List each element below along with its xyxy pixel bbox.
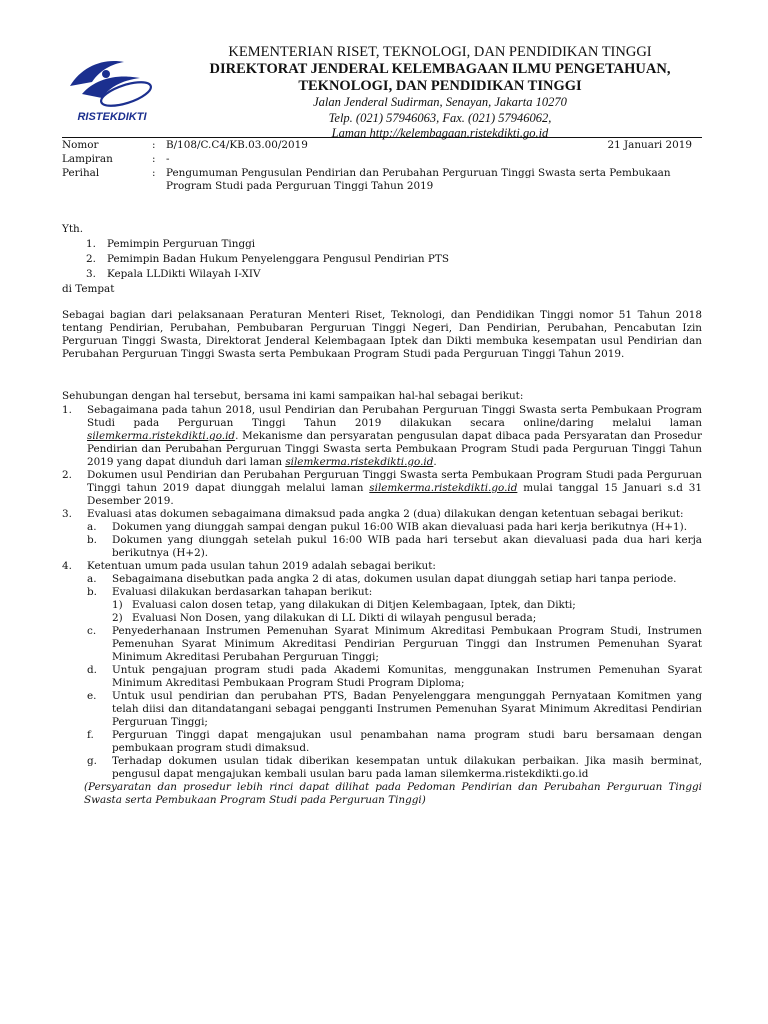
list-number: 2. — [86, 253, 96, 265]
sub-text: Penyederhanaan Instrumen Pemenuhan Syarat Minimum Akreditasi Pembukaan Program Studi, Instrumen Pemenuhan Syarat Minimum Akreditasi Pendirian Perguruan Tinggi dan Instrumen Pemenuhan Syarat Minimum Akreditasi Perubahan Perguruan Tinggi; — [112, 625, 702, 663]
address: Jalan Jenderal Sudirman, Senayan, Jakarta 10270 — [313, 95, 567, 109]
point-text: Ketentuan umum pada usulan tahun 2019 adalah sebagai berikut: — [87, 560, 436, 572]
sub-text: Dokumen yang diunggah sampai dengan pukul 16:00 WIB akan dievaluasi pada hari kerja berikutnya (H+1). — [112, 521, 687, 533]
logo-text: RISTEKDIKTI — [77, 111, 147, 123]
list-text: Pemimpin Badan Hukum Penyelenggara Pengusul Pendirian PTS — [107, 253, 449, 265]
list-text: Kepala LLDikti Wilayah I-XIV — [107, 268, 261, 280]
nomor-value: B/108/C.C4/KB.03.00/2019 — [166, 139, 308, 151]
letter-meta — [62, 139, 702, 195]
sub-text: Evaluasi dilakukan berdasarkan tahapan berikut: — [112, 586, 373, 598]
list-number: 1. — [86, 238, 96, 250]
point-number: 2. — [62, 469, 72, 481]
letterhead — [170, 44, 710, 142]
list-item — [62, 253, 702, 268]
sub-number: b. — [87, 586, 97, 598]
sub-number: c. — [87, 625, 97, 637]
reference-note: (Persyaratan dan prosedur lebih rinci dapat dilihat pada Pedoman Pendirian dan Perubahan Perguruan Tinggi Swasta serta Pembukaan Program Studi pada Perguruan Tinggi) — [84, 781, 702, 806]
point-number: 4. — [62, 560, 72, 572]
ministry-name: KEMENTERIAN RISET, TEKNOLOGI, DAN PENDIDIKAN TINGGI — [228, 44, 652, 60]
ristekdikti-logo-icon — [62, 48, 162, 126]
sub-item — [87, 625, 702, 664]
sub-number: e. — [87, 690, 97, 702]
colon: : — [152, 167, 156, 179]
sub-text: Untuk pengajuan program studi pada Akademi Komunitas, menggunakan Instrumen Pemenuhan Syarat Minimum Akreditasi Pembukaan Program Studi Program Diploma; — [112, 664, 702, 689]
place-label: di Tempat — [62, 283, 115, 295]
sub-sub-item — [112, 612, 702, 625]
phone-fax: Telp. (021) 57946063, Fax. (021) 57946062, — [328, 110, 552, 125]
colon: : — [152, 153, 156, 165]
silemkerma-link[interactable]: silemkerma.ristekdikti.go.id — [285, 456, 434, 468]
point-text: Sebagaimana pada tahun 2018, usul Pendirian dan Perubahan Perguruan Tinggi Swasta serta Pembukaan Program Studi pada Perguruan Tinggi Tahun 2019 dilakukan secara online/daring melalui laman — [87, 404, 702, 429]
meta-row-nomor — [62, 139, 702, 153]
directorate-name-line1: DIREKTORAT JENDERAL KELEMBAGAAN ILMU PENGETAHUAN, — [209, 61, 671, 77]
sub-sub-text: Evaluasi calon dosen tetap, yang dilakukan di Ditjen Kelembagaan, Iptek, dan Dikti; — [132, 599, 576, 611]
sub-sub-number: 2) — [112, 612, 123, 624]
point-3 — [62, 508, 702, 560]
website: Laman http://kelembagaan.ristekdikti.go.id — [331, 126, 549, 140]
sub-item — [87, 521, 702, 534]
list-item — [62, 268, 702, 283]
nomor-label: Nomor — [62, 139, 99, 151]
point-text: mulai tanggal 15 Januari s.d 31 Desember 2019. — [87, 482, 702, 507]
silemkerma-link[interactable]: silemkerma.ristekdikti.go.id — [369, 482, 518, 494]
sub-sub-item — [112, 599, 702, 612]
points-list — [62, 404, 702, 807]
point-text: Dokumen usul Pendirian dan Perubahan Perguruan Tinggi Swasta serta Pembukaan Program Studi pada Perguruan Tinggi tahun 2019 dapat diunggah melalui laman — [87, 469, 702, 494]
point-text: . — [433, 456, 437, 468]
list-text: Pemimpin Perguruan Tinggi — [107, 238, 256, 250]
sub-item — [87, 534, 702, 560]
sehubungan-paragraph: Sehubungan dengan hal tersebut, bersama ini kami sampaikan hal-hal sebagai berikut: — [62, 390, 524, 402]
addressee-block — [62, 223, 702, 298]
sub-text: Terhadap dokumen usulan tidak diberikan kesempatan untuk dilakukan perbaikan. Jika masih berminat, pengusul dapat mengajukan kembali usulan baru pada laman silemkerma.ristekdikti.go.id — [112, 755, 702, 780]
directorate-name-line2: TEKNOLOGI, DAN PENDIDIKAN TINGGI — [298, 78, 582, 94]
sub-number: a. — [87, 521, 97, 533]
point-text: Evaluasi atas dokumen sebagaimana dimaksud pada angka 2 (dua) dilakukan dengan ketentuan sebagai berikut: — [87, 508, 684, 520]
sub-number: a. — [87, 573, 97, 585]
yth-label: Yth. — [62, 223, 84, 235]
sub-text: Dokumen yang diunggah setelah pukul 16:00 WIB pada hari tersebut akan dievaluasi pada dua hari kerja berikutnya (H+2). — [112, 534, 702, 559]
sub-item — [87, 690, 702, 729]
sub-sub-text: Evaluasi Non Dosen, yang dilakukan di LL Dikti di wilayah pengusul berada; — [132, 612, 537, 624]
list-item — [62, 238, 702, 253]
sub-text: Perguruan Tinggi dapat mengajukan usul penambahan nama program studi baru bersamaan dengan pembukaan program studi dimaksud. — [112, 729, 702, 754]
sub-text: Untuk usul pendirian dan perubahan PTS, Badan Penyelenggara mengunggah Pernyataan Komitmen yang telah diisi dan ditandatangani sebagai pengganti Instrumen Pemenuhan Syarat Minimum Akreditasi Pendirian Perguruan Tinggi; — [112, 690, 702, 728]
sub-item — [87, 664, 702, 690]
meta-row-perihal — [62, 167, 702, 195]
lampiran-value: - — [166, 153, 170, 165]
lampiran-label: Lampiran — [62, 153, 113, 165]
point-number: 1. — [62, 404, 72, 416]
intro-paragraph: Sebagai bagian dari pelaksanaan Peraturan Menteri Riset, Teknologi, dan Pendidikan Tinggi nomor 51 Tahun 2018 tentang Pendirian, Perubahan, Pembubaran Perguruan Tinggi Negeri, Dan Pendirian, Perubahan, Pencabutan Izin Perguruan Tinggi Swasta, Direktorat Jenderal Kelembagaan Iptek dan Dikti membuka kesempatan usul Pendirian dan Perubahan Perguruan Tinggi Swasta serta Pembukaan Program Studi pada Perguruan Tinggi Tahun 2019. — [62, 309, 702, 360]
point-text: . Mekanisme dan persyaratan pengusulan dapat dibaca pada Persyaratan dan Prosedur Pendirian dan Perubahan Perguruan Tinggi Swasta serta Pembukaan Program Studi pada Perguruan Tinggi Tahun 2019 yang dapat diunduh dari laman — [87, 430, 702, 468]
sub-number: g. — [87, 755, 97, 767]
sub-item — [87, 586, 702, 625]
colon: : — [152, 139, 156, 151]
silemkerma-link[interactable]: silemkerma.ristekdikti.go.id — [87, 430, 236, 442]
sub-item — [87, 755, 702, 781]
sub-number: b. — [87, 534, 97, 546]
meta-row-lampiran — [62, 153, 702, 167]
point-4 — [62, 560, 702, 781]
sub-text: Sebagaimana disebutkan pada angka 2 di atas, dokumen usulan dapat diunggah setiap hari tanpa periode. — [112, 573, 677, 585]
sub-item — [87, 573, 702, 586]
perihal-label: Perihal — [62, 167, 100, 179]
sub-number: f. — [87, 729, 94, 741]
letter-date: 21 Januari 2019 — [607, 139, 692, 151]
point-2 — [62, 469, 702, 508]
point-1 — [62, 404, 702, 469]
sub-item — [87, 729, 702, 755]
perihal-value: Pengumuman Pengusulan Pendirian dan Perubahan Perguruan Tinggi Swasta serta Pembukaan Program Studi pada Perguruan Tinggi Tahun 2019 — [166, 167, 671, 192]
sub-number: d. — [87, 664, 97, 676]
sub-sub-number: 1) — [112, 599, 123, 611]
addressee-list — [62, 238, 702, 283]
point-number: 3. — [62, 508, 72, 520]
letterhead-divider — [62, 137, 702, 138]
list-number: 3. — [86, 268, 96, 280]
